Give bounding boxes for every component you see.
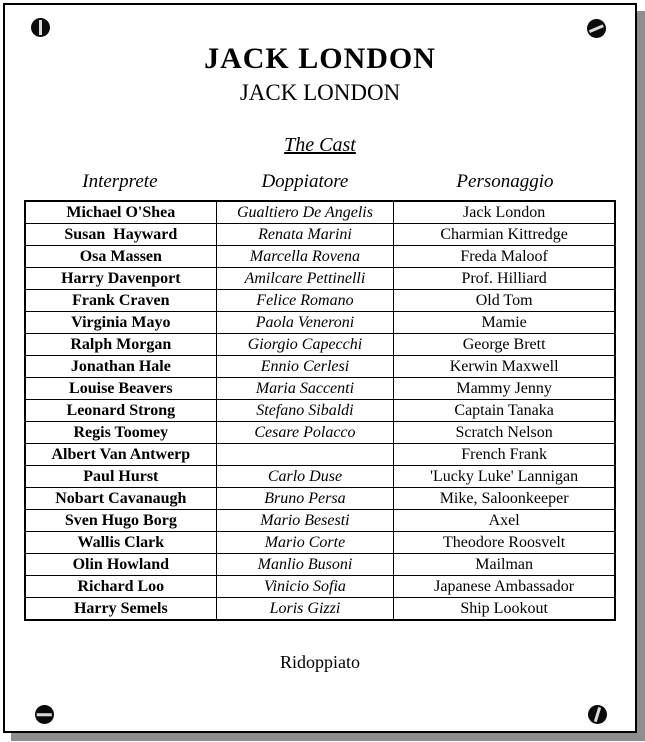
- cast-row: [25, 487, 615, 509]
- page-subtitle: JACK LONDON: [239, 79, 401, 105]
- doppiatore-cell: Bruno Persa: [216, 487, 394, 509]
- personaggio-cell: Captain Tanaka: [394, 399, 615, 421]
- cast-row: [25, 443, 615, 465]
- interprete-cell: Nobart Cavanaugh: [25, 487, 216, 509]
- doppiatore-cell: Mario Besesti: [216, 509, 394, 531]
- doppiatore-cell: Stefano Sibaldi: [216, 399, 394, 421]
- plaque-panel: [3, 3, 637, 733]
- interprete-cell: Olin Howland: [25, 553, 216, 575]
- section-heading-the-cast: The Cast: [284, 133, 356, 156]
- personaggio-cell: Mailman: [394, 553, 615, 575]
- personaggio-cell: Scratch Nelson: [394, 421, 615, 443]
- doppiatore-cell: [216, 443, 394, 465]
- footer-note-ridoppiato: Ridoppiato: [280, 651, 360, 672]
- personaggio-cell: Axel: [394, 509, 615, 531]
- page-title: JACK LONDON: [204, 42, 436, 75]
- cast-row: [25, 201, 615, 224]
- column-header-personaggio: Personaggio: [456, 170, 554, 192]
- cast-row: [25, 399, 615, 421]
- doppiatore-cell: Felice Romano: [216, 289, 394, 311]
- screw-icon: [587, 19, 606, 38]
- doppiatore-cell: Paola Veneroni: [216, 311, 394, 333]
- interprete-cell: Virginia Mayo: [25, 311, 216, 333]
- personaggio-cell: Mamie: [394, 311, 615, 333]
- doppiatore-cell: Ennio Cerlesi: [216, 355, 394, 377]
- cast-row: [25, 355, 615, 377]
- screw-slot: [589, 24, 604, 32]
- interprete-cell: Albert Van Antwerp: [25, 443, 216, 465]
- interprete-cell: Harry Davenport: [25, 267, 216, 289]
- doppiatore-cell: Amilcare Pettinelli: [216, 267, 394, 289]
- doppiatore-cell: Manlio Busoni: [216, 553, 394, 575]
- cast-row: [25, 465, 615, 487]
- doppiatore-cell: Loris Gizzi: [216, 597, 394, 620]
- cast-row: [25, 377, 615, 399]
- cast-table: [24, 200, 616, 621]
- interprete-cell: Susan Hayward: [25, 223, 216, 245]
- personaggio-cell: Old Tom: [394, 289, 615, 311]
- column-header-interprete: Interprete: [82, 170, 158, 192]
- doppiatore-cell: Gualtiero De Angelis: [216, 201, 394, 224]
- interprete-cell: Jonathan Hale: [25, 355, 216, 377]
- cast-row: [25, 245, 615, 267]
- personaggio-cell: Prof. Hilliard: [394, 267, 615, 289]
- doppiatore-cell: Marcella Rovena: [216, 245, 394, 267]
- screw-slot: [37, 713, 52, 716]
- cast-row: [25, 333, 615, 355]
- personaggio-cell: Freda Maloof: [394, 245, 615, 267]
- screw-icon: [31, 18, 50, 37]
- personaggio-cell: Japanese Ambassador: [394, 575, 615, 597]
- doppiatore-cell: Giorgio Capecchi: [216, 333, 394, 355]
- screw-icon: [588, 705, 607, 724]
- cast-row: [25, 311, 615, 333]
- personaggio-cell: George Brett: [394, 333, 615, 355]
- interprete-cell: Wallis Clark: [25, 531, 216, 553]
- personaggio-cell: Mammy Jenny: [394, 377, 615, 399]
- cast-row: [25, 289, 615, 311]
- cast-row: [25, 531, 615, 553]
- personaggio-cell: Mike, Saloonkeeper: [394, 487, 615, 509]
- doppiatore-cell: Renata Marini: [216, 223, 394, 245]
- interprete-cell: Michael O'Shea: [25, 201, 216, 224]
- interprete-cell: Louise Beavers: [25, 377, 216, 399]
- doppiatore-cell: Cesare Polacco: [216, 421, 394, 443]
- personaggio-cell: 'Lucky Luke' Lannigan: [394, 465, 615, 487]
- doppiatore-cell: Vinicio Sofia: [216, 575, 394, 597]
- interprete-cell: Sven Hugo Borg: [25, 509, 216, 531]
- interprete-cell: Ralph Morgan: [25, 333, 216, 355]
- interprete-cell: Frank Craven: [25, 289, 216, 311]
- interprete-cell: Paul Hurst: [25, 465, 216, 487]
- cast-row: [25, 267, 615, 289]
- personaggio-cell: Kerwin Maxwell: [394, 355, 615, 377]
- doppiatore-cell: Maria Saccenti: [216, 377, 394, 399]
- interprete-cell: Osa Massen: [25, 245, 216, 267]
- personaggio-cell: Charmian Kittredge: [394, 223, 615, 245]
- cast-row: [25, 553, 615, 575]
- cast-row: [25, 597, 615, 620]
- cast-row: [25, 223, 615, 245]
- personaggio-cell: Ship Lookout: [394, 597, 615, 620]
- interprete-cell: Regis Toomey: [25, 421, 216, 443]
- doppiatore-cell: Carlo Duse: [216, 465, 394, 487]
- personaggio-cell: French Frank: [394, 443, 615, 465]
- interprete-cell: Harry Semels: [25, 597, 216, 620]
- screw-slot: [594, 707, 601, 722]
- personaggio-cell: Theodore Roosvelt: [394, 531, 615, 553]
- screw-slot: [39, 20, 42, 35]
- cast-row: [25, 509, 615, 531]
- column-headers: [24, 171, 616, 193]
- doppiatore-cell: Mario Corte: [216, 531, 394, 553]
- personaggio-cell: Jack London: [394, 201, 615, 224]
- cast-row: [25, 575, 615, 597]
- screw-icon: [35, 705, 54, 724]
- cast-row: [25, 421, 615, 443]
- interprete-cell: Richard Loo: [25, 575, 216, 597]
- column-header-doppiatore: Doppiatore: [261, 170, 349, 192]
- interprete-cell: Leonard Strong: [25, 399, 216, 421]
